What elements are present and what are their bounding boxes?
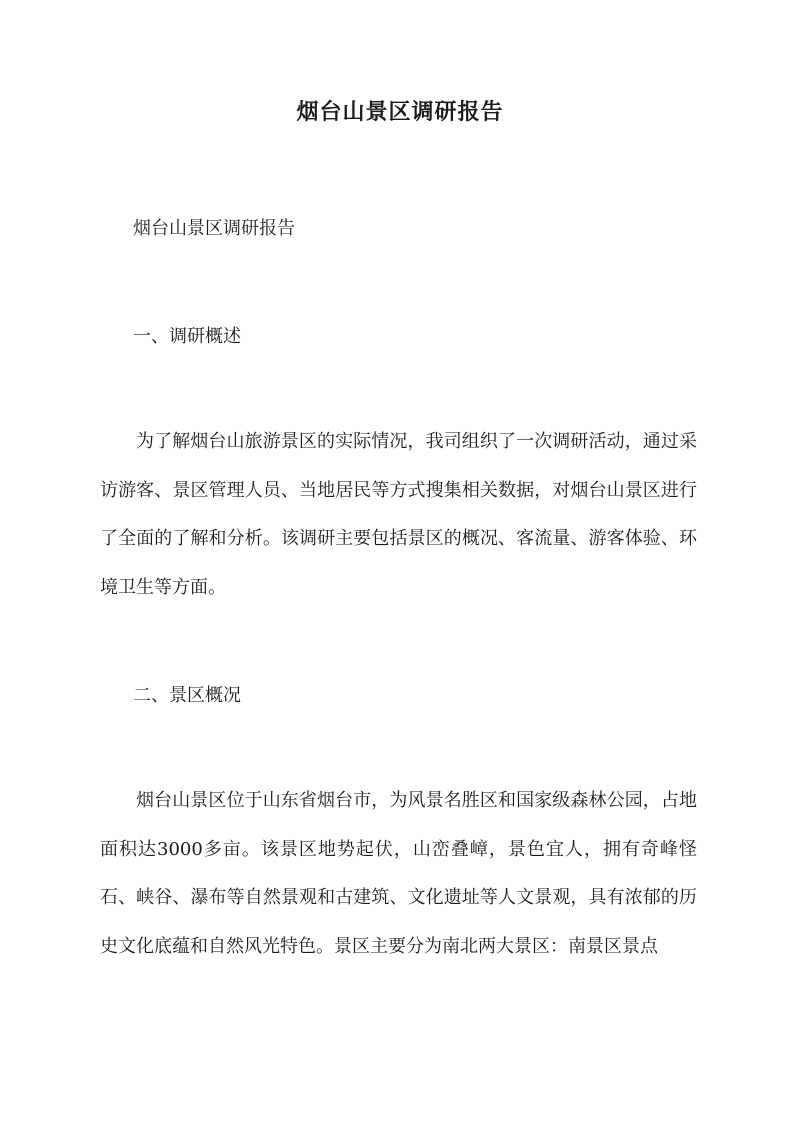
paragraph-scenic-area: 烟台山景区位于山东省烟台市，为风景名胜区和国家级森林公园，占地面积达3000多亩。该景区地势起伏，山峦叠嶂，景色宜人，拥有奇峰怪石、峡谷、瀑布等自然景观和古建筑、文化遗址等人文景观，具有浓郁的历史文化底蕴和自然风光特色。景区主要分为南北两大景区：南景区景点 xyxy=(100,790,697,957)
section-heading-overview: 一、调研概述 xyxy=(133,326,241,347)
paragraph-overview: 为了解烟台山旅游景区的实际情况，我司组织了一次调研活动，通过采访游客、景区管理人员、当地居民等方式搜集相关数据，对烟台山景区进行了全面的了解和分析。该调研主要包括景区的概况、客流量、游客体验、环境卫生等方面。 xyxy=(100,431,697,598)
document-title: 烟台山景区调研报告 xyxy=(296,99,504,125)
section-heading-scenic-area: 二、景区概况 xyxy=(133,685,241,706)
document-subtitle: 烟台山景区调研报告 xyxy=(133,218,295,239)
